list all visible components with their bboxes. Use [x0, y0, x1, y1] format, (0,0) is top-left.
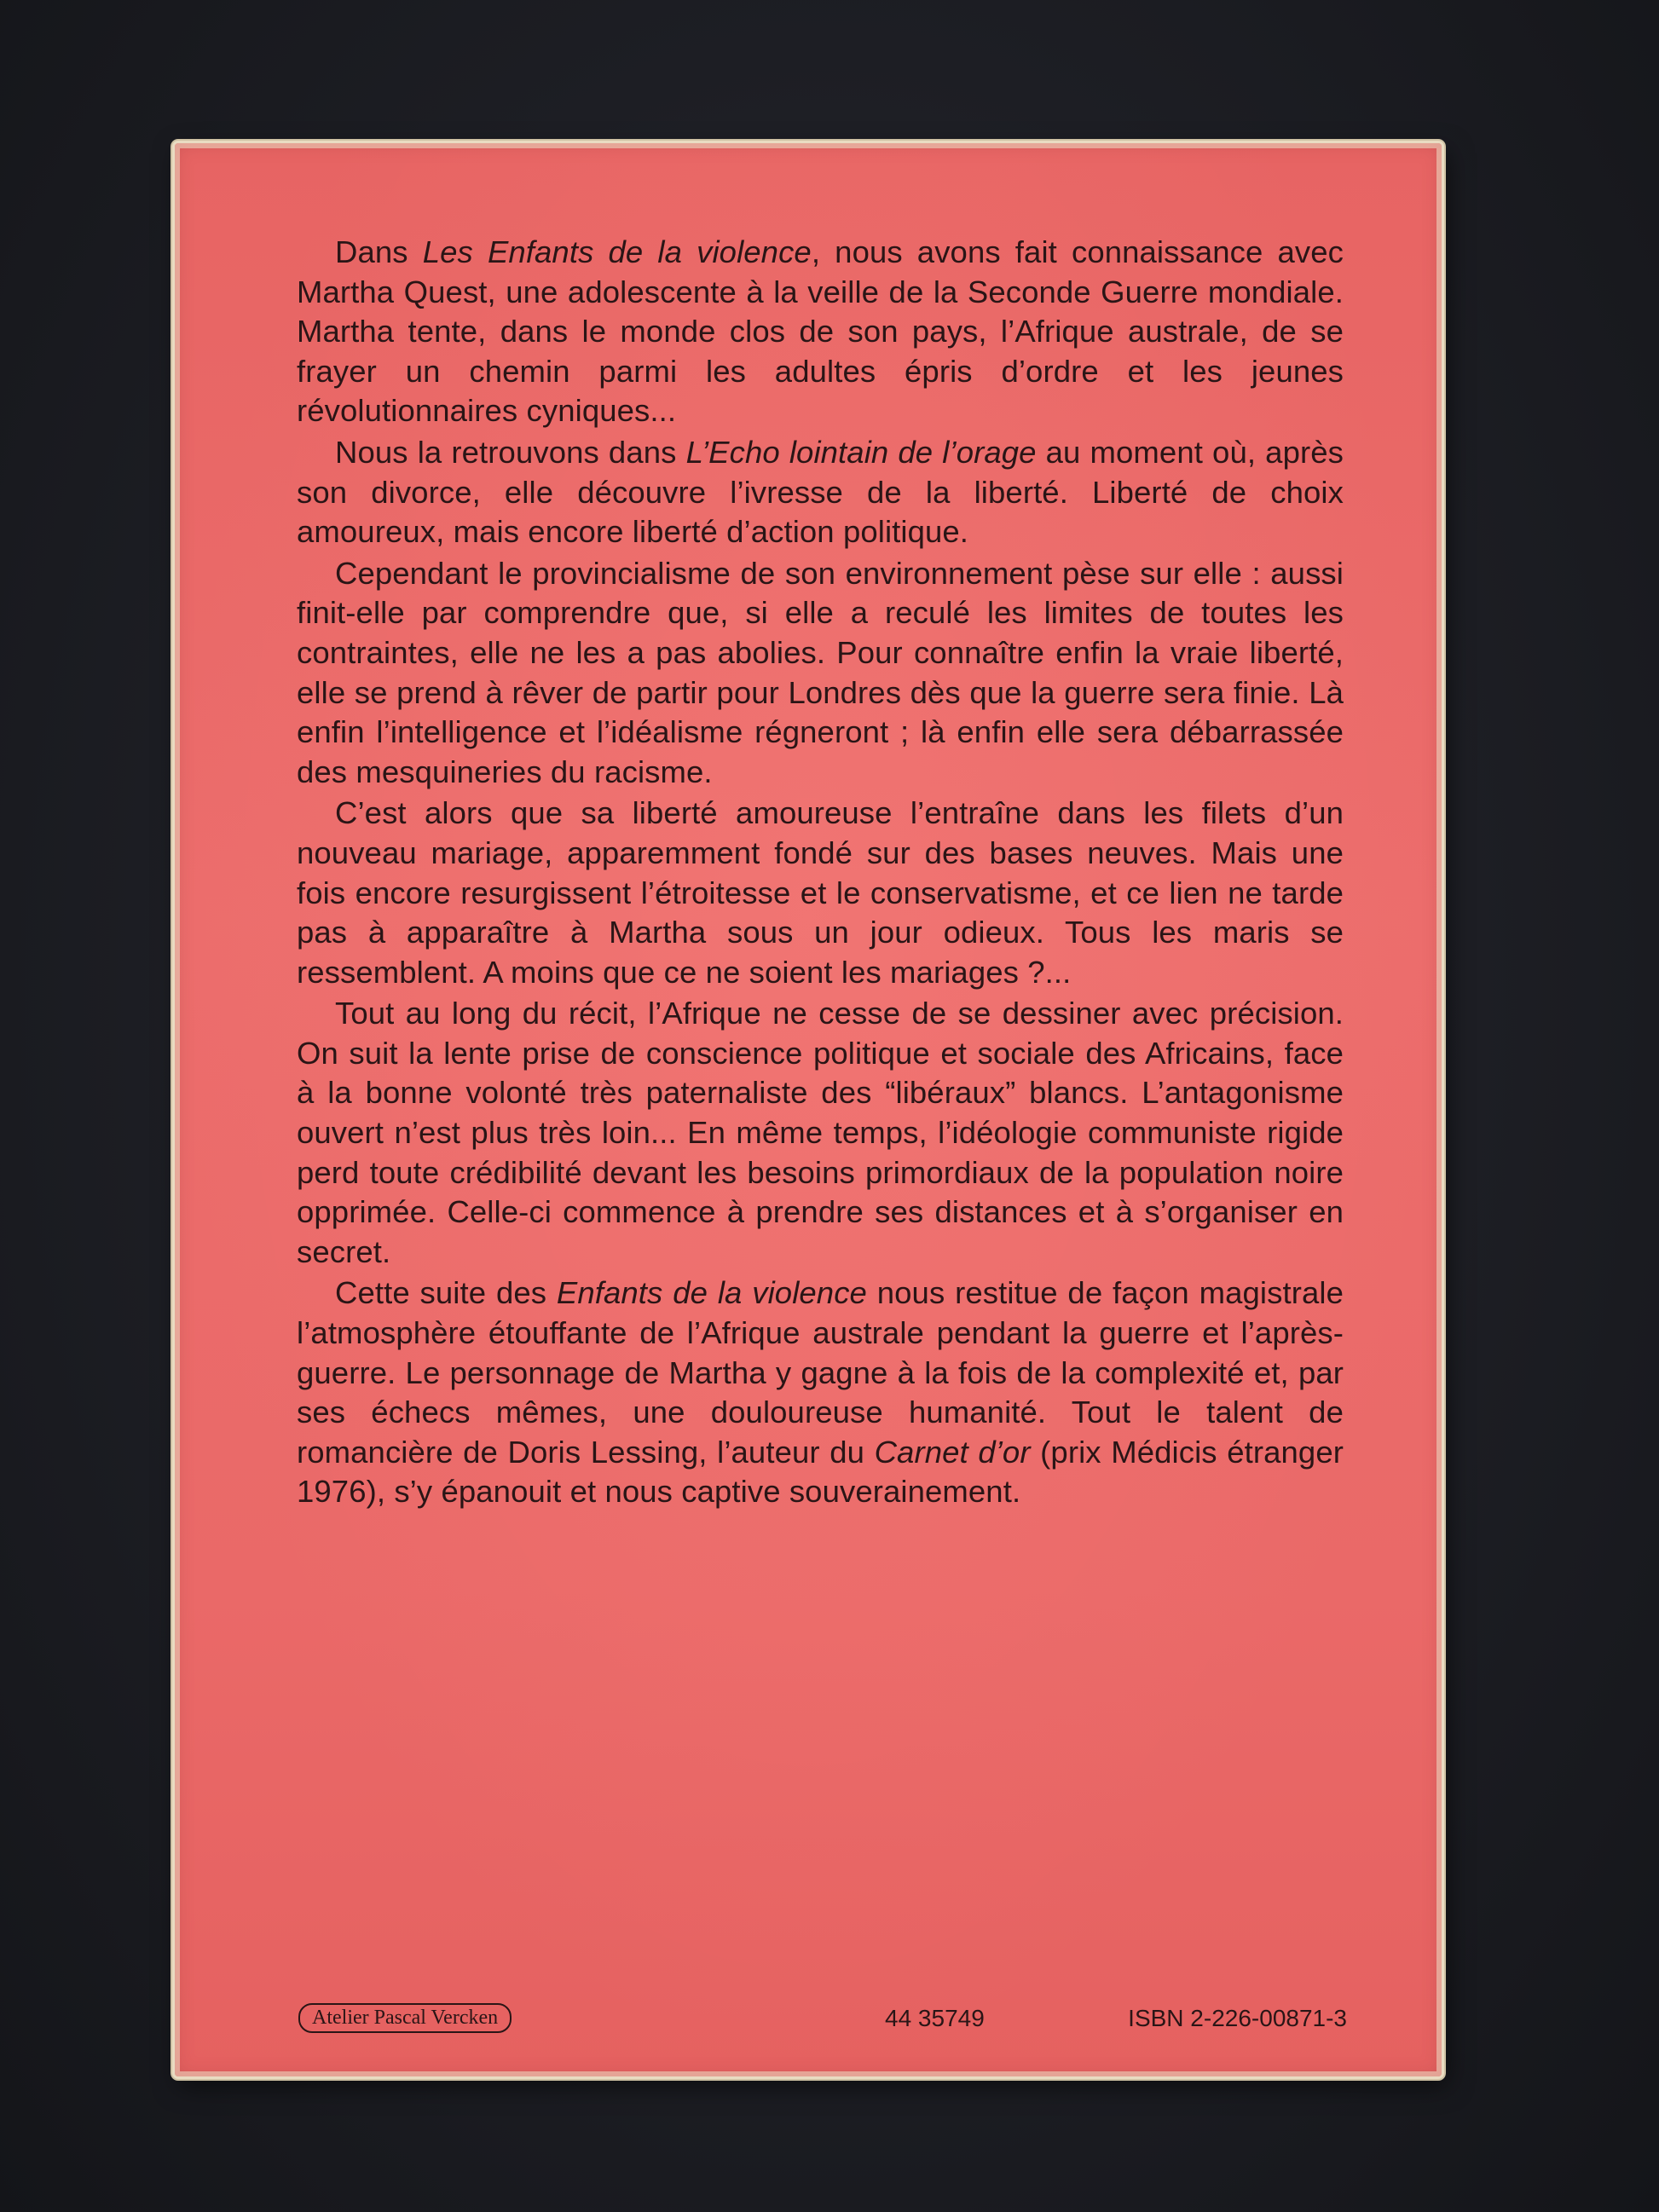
blurb-text [297, 233, 1344, 1514]
catalog-code: 44 35749 [885, 2005, 985, 2031]
blurb-paragraph-2 [297, 433, 1344, 552]
blurb-text-span: Dans [335, 234, 423, 269]
blurb-italic-title: Enfants de la violence [556, 1275, 867, 1311]
designer-credit: Atelier Pascal Vercken [298, 2003, 512, 2033]
book-back-cover [175, 143, 1442, 2076]
blurb-text-span: Cette suite des [335, 1275, 557, 1311]
blurb-paragraph-6 [297, 1273, 1344, 1512]
blurb-text-span: Nous la retrouvons dans [335, 434, 686, 470]
blurb-text-span: au moment où, après son divorce, elle découvre l’ivresse de la liberté. Liberté de choix amoureux, mais encore liberté d’action politique. [297, 434, 1344, 550]
blurb-italic-title: Carnet d’or [874, 1434, 1031, 1470]
blurb-italic-title: Les Enfants de la violence [422, 234, 812, 269]
cover-footer [298, 2003, 1347, 2037]
blurb-text-span: nous restitue de façon magistrale l’atmosphère étouffante de l’Afrique australe pendant la guerre et l’après-guerre. Le personnage de Martha y gagne à la fois de la complexité et, par ses échecs mêmes, une douloureuse humanité. Tout le talent de romancière de Doris Lessing, l’auteur du [297, 1275, 1344, 1470]
blurb-paragraph-5 [297, 994, 1344, 1272]
blurb-paragraph-4 [297, 794, 1344, 992]
blurb-text-span: Tout au long du récit, l’Afrique ne cesse de se dessiner avec précision. On suit la lente prise de conscience politique et sociale des Africains, face à la bonne volonté très paternaliste des “libéraux” blancs. L’antagonisme ouvert n’est plus très loin... En même temps, l’idéologie communiste rigide perd toute crédibilité devant les besoins primordiaux de la population noire opprimée. Celle-ci commence à prendre ses distances et à s’organiser en secret. [297, 996, 1344, 1269]
blurb-text-span: (prix Médicis étranger 1976), s’y épanouit et nous captive souverainement. [297, 1434, 1344, 1510]
blurb-text-span: , nous avons fait connaissance avec Martha Quest, une adolescente à la veille de la Seconde Guerre mondiale. Martha tente, dans le monde clos de son pays, l’Afrique australe, de se frayer un chemin parmi les adultes épris d’ordre et les jeunes révolutionnaires cyniques... [297, 234, 1344, 429]
isbn-number: ISBN 2-226-00871-3 [1128, 2005, 1347, 2031]
blurb-paragraph-1 [297, 233, 1344, 431]
blurb-italic-title: L’Echo lointain de l’orage [685, 434, 1037, 470]
blurb-text-span: C’est alors que sa liberté amoureuse l’entraîne dans les filets d’un nouveau mariage, apparemment fondé sur des bases neuves. Mais une fois encore resurgissent l’étroitesse et le conservatisme, et ce lien ne tarde pas à apparaître à Martha sous un jour odieux. Tous les maris se ressemblent. A moins que ce ne soient les mariages ?... [297, 795, 1344, 990]
blurb-paragraph-3 [297, 554, 1344, 793]
blurb-text-span: Cependant le provincialisme de son environnement pèse sur elle : aussi finit-elle par comprendre que, si elle a reculé les limites de toutes les contraintes, elle ne les a pas abolies. Pour connaître enfin la vraie liberté, elle se prend à rêver de partir pour Londres dès que la guerre sera finie. Là enfin l’intelligence et l’idéalisme régneront ; là enfin elle sera débarrassée des mesquineries du racisme. [297, 555, 1344, 789]
